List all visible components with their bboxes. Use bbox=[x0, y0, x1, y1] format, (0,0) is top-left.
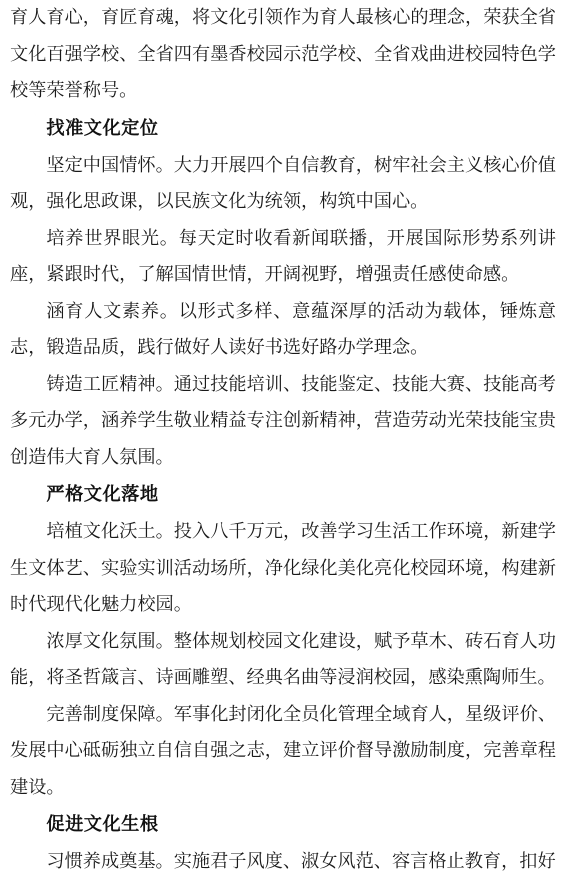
paragraph-humanistic-literacy: 涵育人文素养。以形式多样、意蕴深厚的活动为载体，锤炼意志，锻造品质，践行做好人读好书选好路办学理念。 bbox=[10, 300, 556, 358]
section-heading-positioning: 找准文化定位 bbox=[46, 117, 159, 139]
paragraph-cultural-atmosphere: 浓厚文化氛围。整体规划校园文化建设，赋予草木、砖石育人功能，将圣哲箴言、诗画雕塑、经典名曲等浸润校园，感染熏陶师生。 bbox=[10, 630, 556, 688]
section-heading-implementation: 严格文化落地 bbox=[46, 484, 159, 505]
paragraph-china-sentiment: 坚定中国情怀。大力开展四个自信教育，树牢社会主义核心价值观，强化思政课，以民族文化为统领，构筑中国心。 bbox=[10, 154, 556, 212]
section-heading-rooting: 促进文化生根 bbox=[46, 814, 159, 835]
paragraph-craftsman-spirit: 铸造工匠精神。通过技能培训、技能鉴定、技能大赛、技能高考多元办学，涵养学生敬业精益专注创新精神，营造劳动光荣技能宝贵创造伟大育人氛围。 bbox=[10, 373, 556, 468]
paragraph-world-vision: 培养世界眼光。每天定时收看新闻联播，开展国际形势系列讲座，紧跟时代，了解国情世情，开阔视野，增强责任感使命感。 bbox=[10, 227, 556, 285]
intro-paragraph: 育人育心，育匠育魂，将文化引领作为育人最核心的理念，荣获全省文化百强学校、全省四有墨香校园示范学校、全省戏曲进校园特色学校等荣誉称号。 bbox=[10, 7, 556, 101]
paragraph-cultural-soil: 培植文化沃土。投入八千万元，改善学习生活工作环境，新建学生文体艺、实验实训活动场所，净化绿化美化亮化校园环境，构建新时代现代化魅力校园。 bbox=[10, 521, 556, 615]
paragraph-habit-formation: 习惯养成奠基。实施君子风度、淑女风范、容言格止教育，扣好 bbox=[46, 851, 556, 872]
article-body bbox=[10, 0, 556, 881]
paragraph-system-guarantee: 完善制度保障。军事化封闭化全员化管理全域育人，星级评价、发展中心砥砺独立自信自强之志，建立评价督导激励制度，完善章程建设。 bbox=[10, 703, 556, 798]
